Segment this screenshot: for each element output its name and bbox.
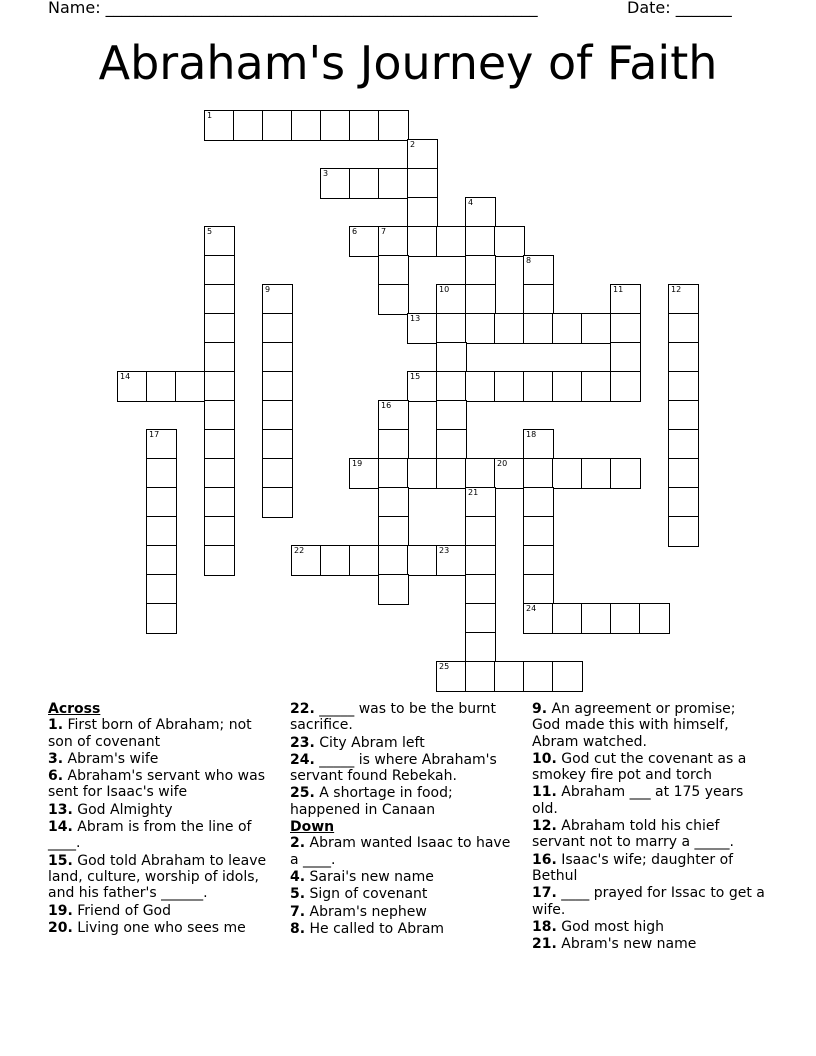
clue-number: 7. <box>290 903 306 920</box>
crossword-cell[interactable] <box>436 371 467 402</box>
crossword-cell[interactable] <box>349 226 380 257</box>
crossword-cell[interactable] <box>204 110 235 141</box>
clue-text: Sarai's new name <box>305 868 434 885</box>
crossword-cell[interactable] <box>436 429 467 460</box>
crossword-cell[interactable] <box>407 313 438 344</box>
crossword-cell[interactable] <box>146 458 177 489</box>
clue-text: Abram's wife <box>63 750 159 767</box>
crossword-cell[interactable] <box>378 255 409 286</box>
crossword-cell[interactable] <box>581 603 612 634</box>
crossword-cell[interactable] <box>436 458 467 489</box>
cell-number: 1 <box>207 111 213 120</box>
clue-item <box>532 919 768 935</box>
clue-number: 21. <box>532 936 557 953</box>
cell-number: 4 <box>468 198 474 207</box>
clue-text: _____ was to be the burnt sacrifice. <box>290 701 496 734</box>
crossword-cell[interactable] <box>204 313 235 344</box>
clue-item <box>290 785 522 818</box>
crossword-cell[interactable] <box>117 371 148 402</box>
crossword-cell[interactable] <box>610 371 641 402</box>
crossword-cell[interactable] <box>378 516 409 547</box>
crossword-cell[interactable] <box>436 400 467 431</box>
crossword-cell[interactable] <box>610 603 641 634</box>
crossword-cell[interactable] <box>581 371 612 402</box>
crossword-cell[interactable] <box>262 342 293 373</box>
clue-number: 25. <box>290 785 315 802</box>
crossword-cell[interactable] <box>320 168 351 199</box>
section-heading: Down <box>290 819 335 836</box>
cell-number: 8 <box>526 256 532 265</box>
crossword-cell[interactable] <box>378 458 409 489</box>
cell-number: 13 <box>410 314 421 323</box>
clue-item <box>48 751 280 767</box>
crossword-cell[interactable] <box>378 284 409 315</box>
crossword-cell[interactable] <box>146 516 177 547</box>
crossword-cell[interactable] <box>523 487 554 518</box>
clue-item <box>48 819 280 852</box>
crossword-cell[interactable] <box>436 661 467 692</box>
crossword-cell[interactable] <box>233 110 264 141</box>
crossword-cell[interactable] <box>204 400 235 431</box>
clue-text: Abraham ___ at 175 years old. <box>532 784 744 817</box>
clue-number: 13. <box>48 801 73 818</box>
clue-number: 24. <box>290 751 315 768</box>
crossword-cell[interactable] <box>465 487 496 518</box>
clue-number: 4. <box>290 868 306 885</box>
crossword-cell[interactable] <box>320 545 351 576</box>
crossword-cell[interactable] <box>465 545 496 576</box>
clue-text: God most high <box>556 918 664 935</box>
crossword-cell[interactable] <box>204 545 235 576</box>
crossword-cell[interactable] <box>378 545 409 576</box>
crossword-cell[interactable] <box>610 342 641 373</box>
clue-item <box>48 802 280 818</box>
clue-text: God cut the covenant as a smokey fire pot and torch <box>532 750 747 784</box>
crossword-cell[interactable] <box>581 458 612 489</box>
crossword-cell[interactable] <box>262 110 293 141</box>
cell-number: 14 <box>120 372 131 381</box>
crossword-cell[interactable] <box>204 458 235 489</box>
cell-number: 12 <box>671 285 682 294</box>
cell-number: 2 <box>410 140 416 149</box>
crossword-cell[interactable] <box>262 429 293 460</box>
crossword-cell[interactable] <box>436 226 467 257</box>
clue-item <box>48 853 280 902</box>
clue-item <box>290 869 522 885</box>
crossword-cell[interactable] <box>465 313 496 344</box>
clue-number: 9. <box>532 701 548 717</box>
crossword-cell[interactable] <box>523 458 554 489</box>
clue-text: City Abram left <box>314 734 425 751</box>
crossword-cell[interactable] <box>523 574 554 605</box>
crossword-cell[interactable] <box>407 139 438 170</box>
clues-column-2 <box>290 701 522 938</box>
crossword-cell[interactable] <box>262 284 293 315</box>
clue-text: Abraham's servant who was sent for Isaac's wife <box>48 768 265 801</box>
crossword-cell[interactable] <box>523 603 554 634</box>
cell-number: 10 <box>439 285 450 294</box>
cell-number: 22 <box>294 546 305 555</box>
crossword-cell[interactable] <box>465 197 496 228</box>
crossword-cell[interactable] <box>146 603 177 634</box>
cell-number: 6 <box>352 227 358 236</box>
crossword-cell[interactable] <box>668 487 699 518</box>
crossword-cell[interactable] <box>668 284 699 315</box>
clue-text: _____ is where Abraham's servant found Rebekah. <box>290 751 497 785</box>
clues-column-3 <box>532 701 768 953</box>
cell-number: 3 <box>323 169 329 178</box>
cell-number: 23 <box>439 546 450 555</box>
crossword-cell[interactable] <box>436 313 467 344</box>
crossword-cell[interactable] <box>610 284 641 315</box>
crossword-cell[interactable] <box>146 371 177 402</box>
clue-number: 5. <box>290 886 306 903</box>
crossword-cell[interactable] <box>494 226 525 257</box>
crossword-cell[interactable] <box>494 371 525 402</box>
crossword-cell[interactable] <box>146 574 177 605</box>
clue-number: 19. <box>48 902 73 919</box>
crossword-cell[interactable] <box>204 429 235 460</box>
clue-text: Sign of covenant <box>305 886 428 903</box>
clue-number: 17. <box>532 885 557 902</box>
clue-number: 14. <box>48 819 73 836</box>
crossword-cell[interactable] <box>146 487 177 518</box>
clue-text: Abram is from the line of ____. <box>48 819 252 852</box>
clue-text: God told Abraham to leave land, culture, worship of idols, and his father's ______. <box>48 852 267 902</box>
clue-item <box>290 886 522 902</box>
clue-text: ____ prayed for Issac to get a wife. <box>532 885 765 918</box>
clue-number: 15. <box>48 852 73 869</box>
clue-item <box>48 768 280 801</box>
crossword-cell[interactable] <box>610 458 641 489</box>
cell-number: 11 <box>613 285 624 294</box>
crossword-cell[interactable] <box>668 371 699 402</box>
crossword-cell[interactable] <box>668 429 699 460</box>
clue-item <box>290 921 522 937</box>
crossword-cell[interactable] <box>146 429 177 460</box>
crossword-cell[interactable] <box>378 487 409 518</box>
crossword-cell[interactable] <box>204 226 235 257</box>
crossword-cell[interactable] <box>291 110 322 141</box>
clue-item <box>290 752 522 785</box>
clue-item <box>532 852 768 885</box>
crossword-cell[interactable] <box>465 574 496 605</box>
clue-item <box>48 903 280 919</box>
clue-number: 1. <box>48 717 64 734</box>
crossword-cell[interactable] <box>465 516 496 547</box>
crossword-cell[interactable] <box>523 516 554 547</box>
crossword-cell[interactable] <box>552 603 583 634</box>
crossword-cell[interactable] <box>552 371 583 402</box>
cell-number: 16 <box>381 401 392 410</box>
cell-number: 17 <box>149 430 160 439</box>
clue-item <box>532 784 768 817</box>
crossword-cell[interactable] <box>378 168 409 199</box>
clue-number: 18. <box>532 918 557 935</box>
crossword-cell[interactable] <box>262 313 293 344</box>
crossword-cell[interactable] <box>175 371 206 402</box>
clue-text: Living one who sees me <box>72 919 246 936</box>
clue-number: 2. <box>290 835 306 852</box>
crossword-cell[interactable] <box>378 574 409 605</box>
cell-number: 21 <box>468 488 479 497</box>
crossword-cell[interactable] <box>610 313 641 344</box>
clue-number: 11. <box>532 784 557 801</box>
clue-text: Friend of God <box>72 902 172 919</box>
crossword-cell[interactable] <box>465 603 496 634</box>
crossword-cell[interactable] <box>320 110 351 141</box>
clue-text: He called to Abram <box>305 920 445 937</box>
clue-text: A shortage in food; happened in Canaan <box>290 785 453 818</box>
crossword-cell[interactable] <box>407 226 438 257</box>
clue-number: 12. <box>532 818 557 835</box>
crossword-cell[interactable] <box>494 661 525 692</box>
crossword-cell[interactable] <box>407 168 438 199</box>
cell-number: 7 <box>381 227 387 236</box>
crossword-cell[interactable] <box>436 545 467 576</box>
crossword-cell[interactable] <box>581 313 612 344</box>
crossword-cell[interactable] <box>204 342 235 373</box>
crossword-cell[interactable] <box>523 284 554 315</box>
crossword-cell[interactable] <box>668 313 699 344</box>
crossword-cell[interactable] <box>436 284 467 315</box>
clue-item <box>532 818 768 851</box>
crossword-cell[interactable] <box>146 545 177 576</box>
crossword-cell[interactable] <box>668 516 699 547</box>
clue-text: First born of Abraham; not son of covenant <box>48 717 252 750</box>
crossword-cell[interactable] <box>262 400 293 431</box>
crossword-cell[interactable] <box>378 400 409 431</box>
crossword-cell[interactable] <box>262 487 293 518</box>
crossword-cell[interactable] <box>523 371 554 402</box>
crossword-cell[interactable] <box>204 487 235 518</box>
crossword-cell[interactable] <box>639 603 670 634</box>
clue-item <box>532 936 768 952</box>
crossword-cell[interactable] <box>204 516 235 547</box>
clue-number: 10. <box>532 750 557 767</box>
crossword-cell[interactable] <box>494 313 525 344</box>
crossword-cell[interactable] <box>407 545 438 576</box>
crossword-cell[interactable] <box>378 429 409 460</box>
clue-item <box>290 904 522 920</box>
cell-number: 9 <box>265 285 271 294</box>
cell-number: 15 <box>410 372 421 381</box>
crossword-cell[interactable] <box>465 632 496 663</box>
section-heading: Across <box>48 701 101 717</box>
crossword-cell[interactable] <box>407 371 438 402</box>
cell-number: 24 <box>526 604 537 613</box>
clue-item <box>532 751 768 784</box>
crossword-cell[interactable] <box>465 255 496 286</box>
clue-text: Abram wanted Isaac to have a ____. <box>290 835 511 868</box>
clue-text: Abram's nephew <box>305 903 427 920</box>
crossword-cell[interactable] <box>465 371 496 402</box>
clue-item <box>48 717 280 750</box>
crossword-cell[interactable] <box>204 255 235 286</box>
crossword-cell[interactable] <box>204 371 235 402</box>
clue-item <box>290 835 522 868</box>
clue-number: 22. <box>290 701 315 717</box>
crossword-cell[interactable] <box>465 458 496 489</box>
clue-number: 16. <box>532 851 557 868</box>
crossword-cell[interactable] <box>523 661 554 692</box>
crossword-cell[interactable] <box>378 226 409 257</box>
crossword-cell[interactable] <box>668 400 699 431</box>
crossword-cell[interactable] <box>523 313 554 344</box>
crossword-cell[interactable] <box>349 458 380 489</box>
clue-number: 23. <box>290 734 315 751</box>
page-title: Abraham's Journey of Faith <box>98 36 718 90</box>
clue-number: 8. <box>290 920 306 937</box>
crossword-cell[interactable] <box>262 371 293 402</box>
cell-number: 20 <box>497 459 508 468</box>
crossword-cell[interactable] <box>552 313 583 344</box>
crossword-cell[interactable] <box>407 458 438 489</box>
clue-number: 20. <box>48 919 73 936</box>
clue-text: God Almighty <box>72 801 173 818</box>
clue-text: An agreement or promise; God made this with himself, Abram watched. <box>532 701 736 750</box>
clue-item <box>532 885 768 918</box>
name-field[interactable]: Name: ______________________________________________________ <box>48 0 538 17</box>
clues-column-1 <box>48 701 280 937</box>
crossword-cell[interactable] <box>523 255 554 286</box>
crossword-cell[interactable] <box>523 429 554 460</box>
crossword-cell[interactable] <box>349 110 380 141</box>
clue-number: 3. <box>48 750 64 767</box>
clue-text: Isaac's wife; daughter of Bethul <box>532 851 734 884</box>
crossword-cell[interactable] <box>552 661 583 692</box>
cell-number: 5 <box>207 227 213 236</box>
clue-item <box>290 735 522 751</box>
crossword-cell[interactable] <box>291 545 322 576</box>
clue-item <box>48 920 280 936</box>
crossword-cell[interactable] <box>349 168 380 199</box>
clue-item <box>532 701 768 750</box>
cell-number: 18 <box>526 430 537 439</box>
crossword-cell[interactable] <box>407 197 438 228</box>
crossword-cell[interactable] <box>262 458 293 489</box>
crossword-cell[interactable] <box>465 661 496 692</box>
crossword-cell[interactable] <box>494 458 525 489</box>
crossword-cell[interactable] <box>436 342 467 373</box>
crossword-cell[interactable] <box>465 226 496 257</box>
crossword-cell[interactable] <box>378 110 409 141</box>
cell-number: 19 <box>352 459 363 468</box>
crossword-cell[interactable] <box>204 284 235 315</box>
clue-number: 6. <box>48 768 64 785</box>
date-field[interactable]: Date: _______ <box>627 0 732 17</box>
clue-item <box>290 701 522 734</box>
crossword-cell[interactable] <box>668 458 699 489</box>
clue-text: Abraham told his chief servant not to marry a _____. <box>532 818 734 851</box>
crossword-cell[interactable] <box>465 284 496 315</box>
crossword-cell[interactable] <box>349 545 380 576</box>
crossword-cell[interactable] <box>552 458 583 489</box>
crossword-cell[interactable] <box>668 342 699 373</box>
crossword-cell[interactable] <box>523 545 554 576</box>
cell-number: 25 <box>439 662 450 671</box>
clue-text: Abram's new name <box>556 936 697 953</box>
